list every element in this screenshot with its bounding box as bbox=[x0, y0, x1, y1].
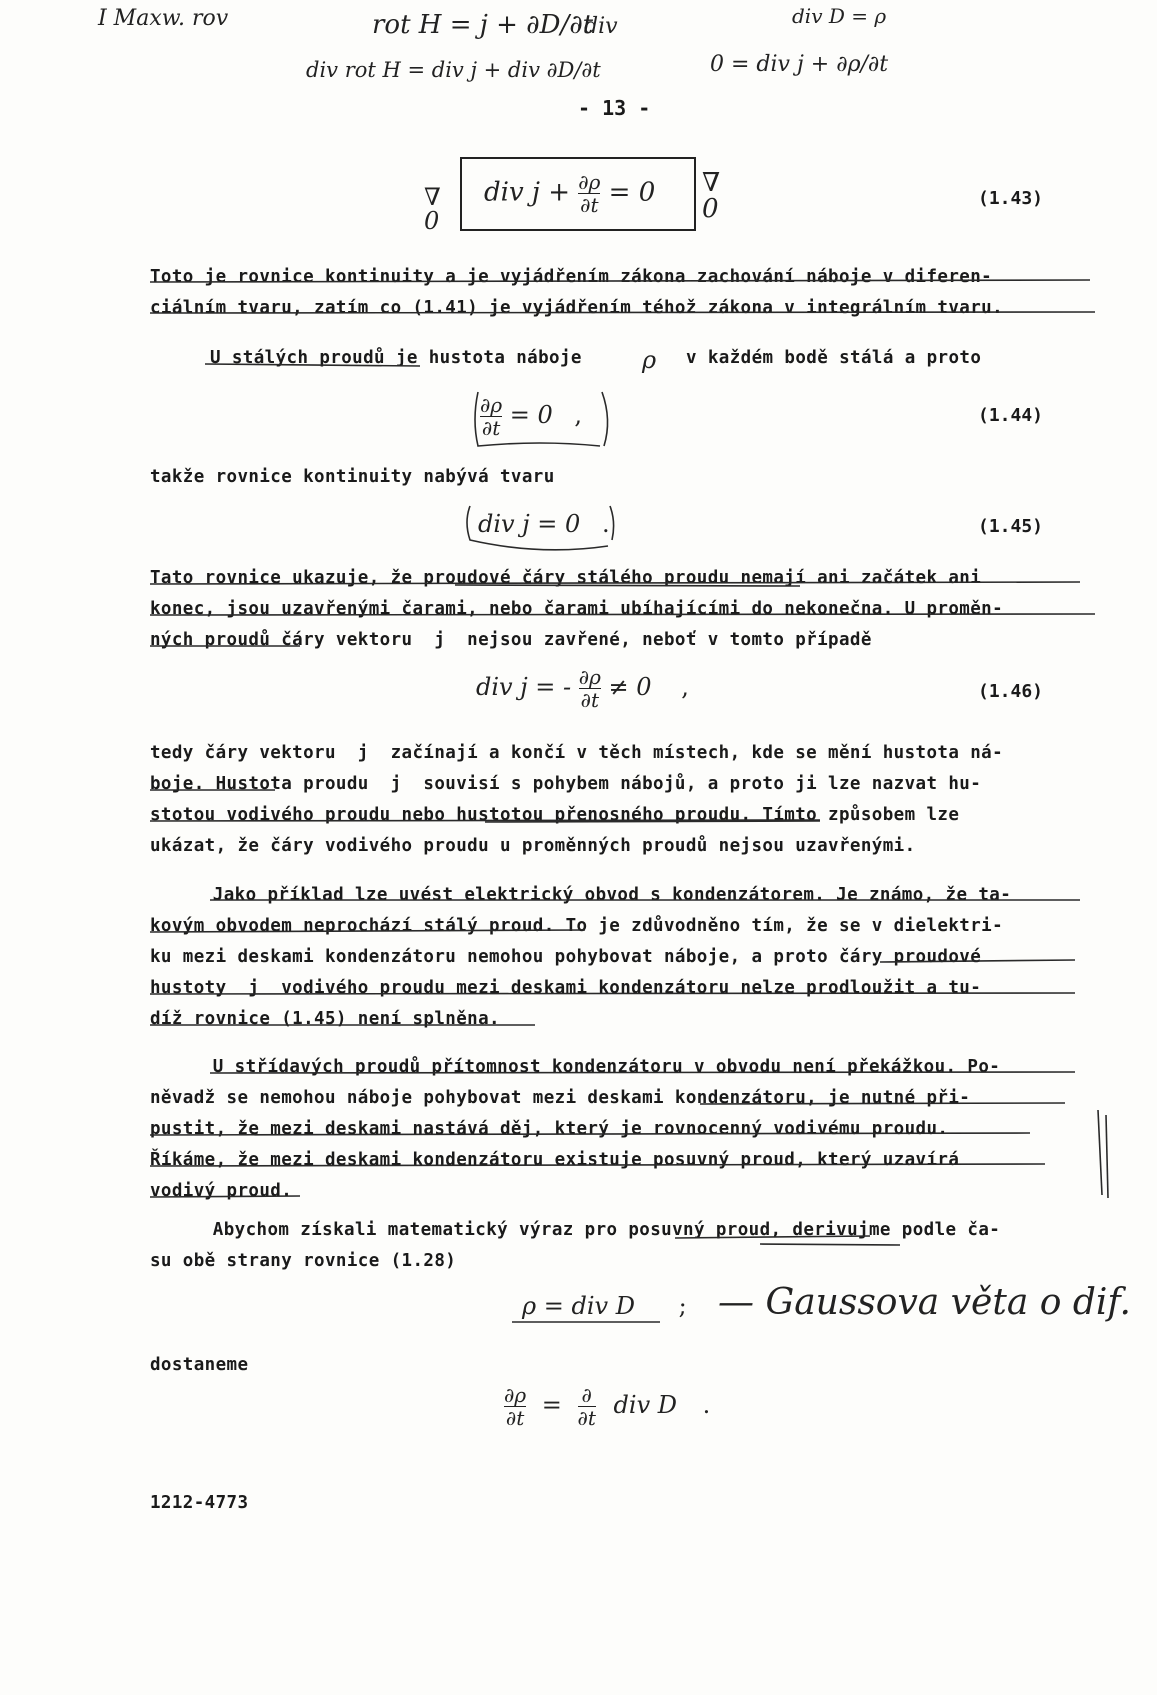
p8-line-2: su obě strany rovnice (1.28) bbox=[150, 1251, 457, 1271]
eq-128 bbox=[522, 1292, 687, 1320]
p4-line-1: Tato rovnice ukazuje, že proudové čáry stálého proudu nemají ani začátek ani bbox=[150, 568, 982, 588]
p8-line-1: Abychom získali matematický výraz pro posuvný proud, derivujme podle ča- bbox=[180, 1220, 1001, 1240]
p6-line-1: Jako příklad lze uvést elektrický obvod s kondenzátorem. Je známo, že ta- bbox=[180, 885, 1012, 905]
page-number: - 13 - bbox=[578, 96, 651, 120]
eq-128-expr: ρ = div D bbox=[522, 1292, 635, 1320]
eq-final bbox=[504, 1384, 710, 1429]
p3-line-1: takže rovnice kontinuity nabývá tvaru bbox=[150, 467, 555, 487]
div-d-equation: div D = ρ bbox=[792, 4, 887, 28]
gauss-note: — Gaussova věta o dif. bbox=[718, 1282, 1131, 1323]
p7-line-1: U střídavých proudů přítomnost kondenzátoru v obvodu není překážkou. Po- bbox=[180, 1057, 1001, 1077]
eq-144-den: ∂t bbox=[481, 416, 501, 440]
p4-line-2: konec, jsou uzavřenými čarami, nebo čarami ubíhajícími do nekonečna. U proměn- bbox=[150, 599, 1003, 619]
eq-final-num2: ∂ bbox=[581, 1383, 592, 1407]
eq-145-label: (1.45) bbox=[978, 516, 1044, 537]
p4-line-3: ných proudů čáry vektoru j nejsou zavřené, neboť v tomto případě bbox=[150, 630, 872, 650]
p6-line-4: hustoty j vodivého proudu mezi deskami kondenzátoru nelze prodloužit a tu- bbox=[150, 978, 982, 998]
eq-final-num1: ∂ρ bbox=[504, 1383, 527, 1407]
eq-final-dot: . bbox=[702, 1391, 711, 1419]
eq-144-rhs: = 0 bbox=[509, 401, 553, 429]
p9-line-1: dostaneme bbox=[150, 1355, 249, 1375]
eq-146-den: ∂t bbox=[580, 688, 600, 712]
eq-146-lhs: div j = - bbox=[476, 673, 572, 701]
eq-146-label: (1.46) bbox=[978, 681, 1044, 702]
p2-line-1a: U stálých proudů je hustota náboje bbox=[210, 348, 582, 368]
p7-line-4: Říkáme, že mezi deskami kondenzátoru existuje posuvný proud, který uzavírá bbox=[150, 1150, 960, 1170]
eq-144-num: ∂ρ bbox=[480, 393, 503, 417]
eq-143-mark-right: ∇ 0 bbox=[702, 168, 721, 224]
eq-144 bbox=[480, 394, 582, 439]
div-label: div bbox=[584, 14, 618, 39]
eq-146-rhs: ≠ 0 bbox=[608, 673, 652, 701]
eq-143-label: (1.43) bbox=[978, 188, 1044, 209]
eq-144-label: (1.44) bbox=[978, 405, 1044, 426]
maxwell-label: I Maxw. rov bbox=[98, 6, 229, 31]
p5-line-1: tedy čáry vektoru j začínají a končí v těch místech, kde se mění hustota ná- bbox=[150, 743, 1003, 763]
footer-code: 1212-4773 bbox=[150, 1493, 249, 1513]
eq-143-mark-left: ∇ 0 bbox=[424, 183, 441, 235]
eq-145 bbox=[478, 510, 610, 538]
p5-line-2: boje. Hustota proudu j souvisí s pohybem nábojů, a proto ji lze nazvat hu- bbox=[150, 774, 982, 794]
eq-143-box bbox=[460, 157, 696, 231]
eq-143-num: ∂ρ bbox=[578, 170, 601, 194]
eq-145-dot: . bbox=[601, 510, 610, 538]
eq-final-den1: ∂t bbox=[505, 1406, 525, 1430]
eq-145-expr: div j = 0 bbox=[478, 510, 581, 538]
p1-line-2: ciálním tvaru, zatím co (1.41) je vyjádřením téhož zákona v integrálním tvaru. bbox=[150, 298, 1003, 318]
zero-equation: 0 = div j + ∂ρ/∂t bbox=[710, 52, 889, 77]
p7-line-3: pustit, že mezi deskami nastává děj, který je rovnocenný vodivému proudu. bbox=[150, 1119, 949, 1139]
eq-144-comma: , bbox=[574, 401, 583, 429]
eq-146-comma: , bbox=[681, 673, 689, 701]
eq-final-eq: = bbox=[541, 1391, 562, 1419]
eq-146-num: ∂ρ bbox=[578, 665, 601, 689]
p7-line-5: vodivý proud. bbox=[150, 1181, 293, 1201]
p6-line-5: díž rovnice (1.45) není splněna. bbox=[150, 1009, 500, 1029]
p2-line-1b: v každém bodě stálá a proto bbox=[686, 348, 982, 368]
p5-line-4: ukázat, že čáry vodivého proudu u proměnných proudů nejsou uzavřenými. bbox=[150, 836, 916, 856]
div-rot-equation: div rot H = div j + div ∂D/∂t bbox=[306, 58, 601, 82]
p6-line-2: kovým obvodem neprochází stálý proud. To je zdůvodněno tím, že se v dielektri- bbox=[150, 916, 1003, 936]
p7-line-2: něvadž se nemohou náboje pohybovat mezi deskami kondenzátoru, je nutné při- bbox=[150, 1088, 971, 1108]
eq-143-lhs: div j + bbox=[484, 177, 571, 208]
eq-146 bbox=[476, 666, 689, 711]
p5-line-3: stotou vodivého proudu nebo hustotou přenosného proudu. Tímto způsobem lze bbox=[150, 805, 960, 825]
eq-143-rhs: = 0 bbox=[608, 177, 656, 208]
rot-h-equation: rot H = j + ∂D/∂t bbox=[372, 10, 594, 40]
eq-final-den2: ∂t bbox=[577, 1406, 596, 1430]
p2-rho: ρ bbox=[642, 346, 657, 374]
p6-line-3: ku mezi deskami kondenzátoru nemohou pohybovat náboje, a proto čáry proudové bbox=[150, 947, 982, 967]
eq-128-sep: ; bbox=[678, 1292, 687, 1320]
eq-143-den: ∂t bbox=[580, 193, 599, 217]
eq-final-tail: div D bbox=[613, 1391, 677, 1419]
p1-line-1: Toto je rovnice kontinuity a je vyjádřením zákona zachování náboje v diferen- bbox=[150, 267, 993, 287]
